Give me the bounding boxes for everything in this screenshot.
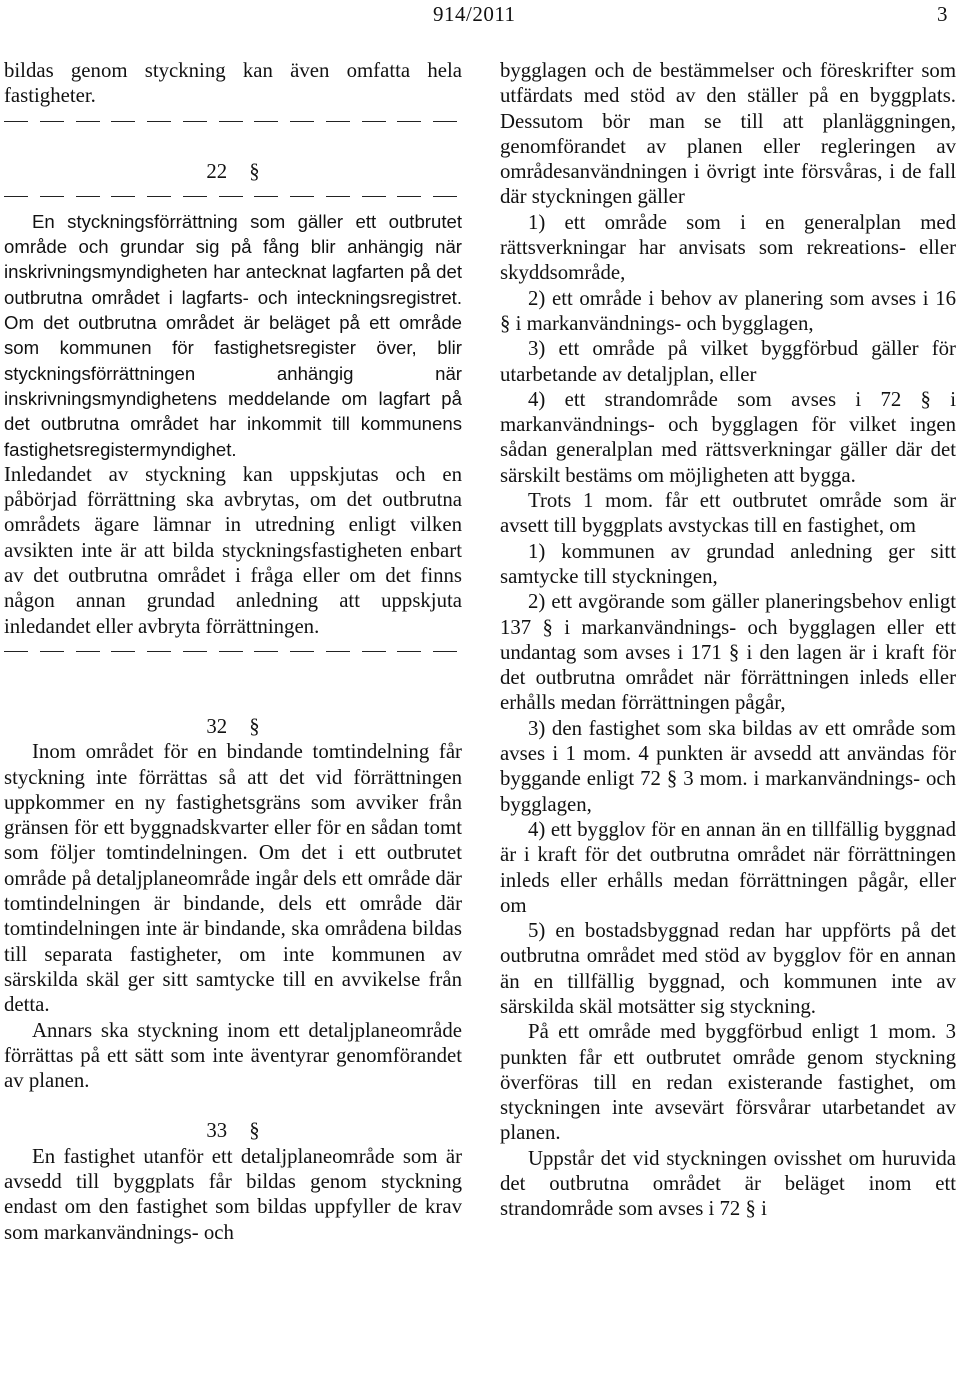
left-column (4, 58, 462, 1245)
ovisshet-paragraph: Uppstår det vid styckningen ovisshet om huruvida det outbrutna området är beläget inom ett strandområde som avses i 72 § i (500, 1146, 956, 1221)
page-number: 3 (937, 2, 948, 26)
list-item: 3) den fastighet som ska bildas av ett område som avses i 1 mom. 4 punkten är avsedd att användas för byggande enligt 72 § 3 mom. i markanvändnings- och bygglagen, (500, 716, 956, 816)
list-item: 2) ett område i behov av planering som avses i 16 § i markanvändnings- och bygglagen, (500, 286, 956, 335)
list-item: 2) ett avgörande som gäller planeringsbehov enligt 137 § i markanvändnings- och bygglagen eller ett undantag som avses i 171 § i den lagen är i kraft för det outbrutna området när förrättningen inleds eller erhålls medan förrättningen pågår, (500, 590, 956, 715)
omission-dashes (4, 184, 462, 209)
document-number: 914/2011 (433, 2, 516, 26)
section-heading-22 (4, 159, 462, 184)
right-column (500, 58, 956, 1222)
section-32-paragraph-1: Inom området för en bindande tomtindelning får styckning inte förrättas så att det vid förrättningen uppkommer en ny fastighetsgräns som avviker från gränsen för ett byggnadskvarter eller för en sådan tomt som följer tomtindelningen. Om det i ett outbrutet område på detaljplaneområde ingår dels ett område där tomtindelningen är bindande, dels ett område där tomtindelningen inte är bindande, ska områdena bildas till separata fastigheter, om inte kommunen av särskilda skäl ger sitt samtycke till en avvikelse från detta. (4, 740, 462, 1017)
section-symbol: § (249, 1119, 260, 1143)
list-item: 1) ett område som i en generalplan med rättsverkningar har anvisats som rekreations- eller skyddsområde, (500, 210, 956, 285)
list-item: 3) ett område på vilket byggförbud gäller för utarbetande av detaljplan, eller (500, 337, 956, 386)
section-22-paragraph-1: En styckningsförrättning som gäller ett outbrutet område och grundar sig på fång blir anhängig när inskrivningsmyndigheten har antecknat lagfarten på det outbrutna området i lagfarts- och inteckningsregistret. Om det outbrutna området är beläget på ett område som kommunen för fastighetsregister över, blir styckningsförrättningen anhängig när inskrivningsmyndighetens meddelande om lagfart på det outbrutna området har inkommit till kommunens fastighetsregistermyndighet. (4, 210, 462, 460)
omission-dashes (4, 639, 462, 664)
omission-dashes (4, 109, 462, 134)
section-number: 22 (206, 159, 228, 183)
section-symbol: § (249, 714, 260, 738)
page-header (0, 0, 960, 40)
list-item: 5) en bostadsbyggnad redan har uppförts på det outbrutna området med stöd av bygglov för en annan än en tillfällig byggnad, och kommunen inte av särskilda skäl motsätter sig styckning. (500, 919, 956, 1018)
section-number: 32 (206, 714, 228, 738)
list-item: 4) ett bygglov för en annan än en tillfällig byggnad är i kraft för det outbrutna området när förrättningen inleds eller erhålls medan förrättningen pågår, eller om (500, 817, 956, 917)
byggforbud-paragraph: På ett område med byggförbud enligt 1 mom. 3 punkten får ett outbrutet område genom styckning överföras till en redan existerande fastighet, om styckningen inte avsevärt försvårar utarbetandet av planen. (500, 1020, 956, 1145)
section-heading-32 (4, 714, 462, 739)
intro-text: bildas genom styckning kan även omfatta hela fastigheter. (4, 59, 462, 108)
section-symbol: § (249, 159, 260, 183)
list-item: 4) ett strandområde som avses i 72 § i markanvändnings- och bygglagen för vilket ingen sådan generalplan med rättsverkningar gäller där det särskilt bestäms om möjligheten att bygga. (500, 387, 956, 487)
section-22-paragraph-2: Inledandet av styckning kan uppskjutas och en påbörjad förrättning ska avbrytas, om det outbrutna områdets ägare lämnar in utredning enligt vilken avsikten inte är att bilda styckningsfastigheten enbart av det outbrutna området i fråga eller om det finns någon annan grundad anledning att uppskjuta inledandet eller avbryta förrättningen. (4, 462, 462, 638)
right-lead-paragraph: bygglagen och de bestämmelser och föreskrifter som utfärdats med stöd av den ställer på en byggplats. Dessutom bör man se till att planläggningen, genomförandet av planen eller regleringen av områdesanvändningen i övrigt inte försvåras, i de fall där styckningen gäller (500, 59, 956, 209)
section-32-paragraph-2: Annars ska styckning inom ett detaljplaneområde förrättas på ett sätt som inte äventyrar genomförandet av planen. (4, 1018, 462, 1093)
section-number: 33 (206, 1119, 228, 1143)
section-heading-33 (4, 1118, 462, 1143)
section-33-paragraph-1: En fastighet utanför ett detaljplaneområde som är avsedd till byggplats får bildas genom styckning endast om den fastighet som bildas uppfyller de krav som markanvändnings- och (4, 1144, 462, 1244)
trots-paragraph: Trots 1 mom. får ett outbrutet område som är avsett till byggplats avstyckas till en fastighet, om (500, 489, 956, 538)
list-item: 1) kommunen av grundad anledning ger sitt samtycke till styckningen, (500, 539, 956, 588)
